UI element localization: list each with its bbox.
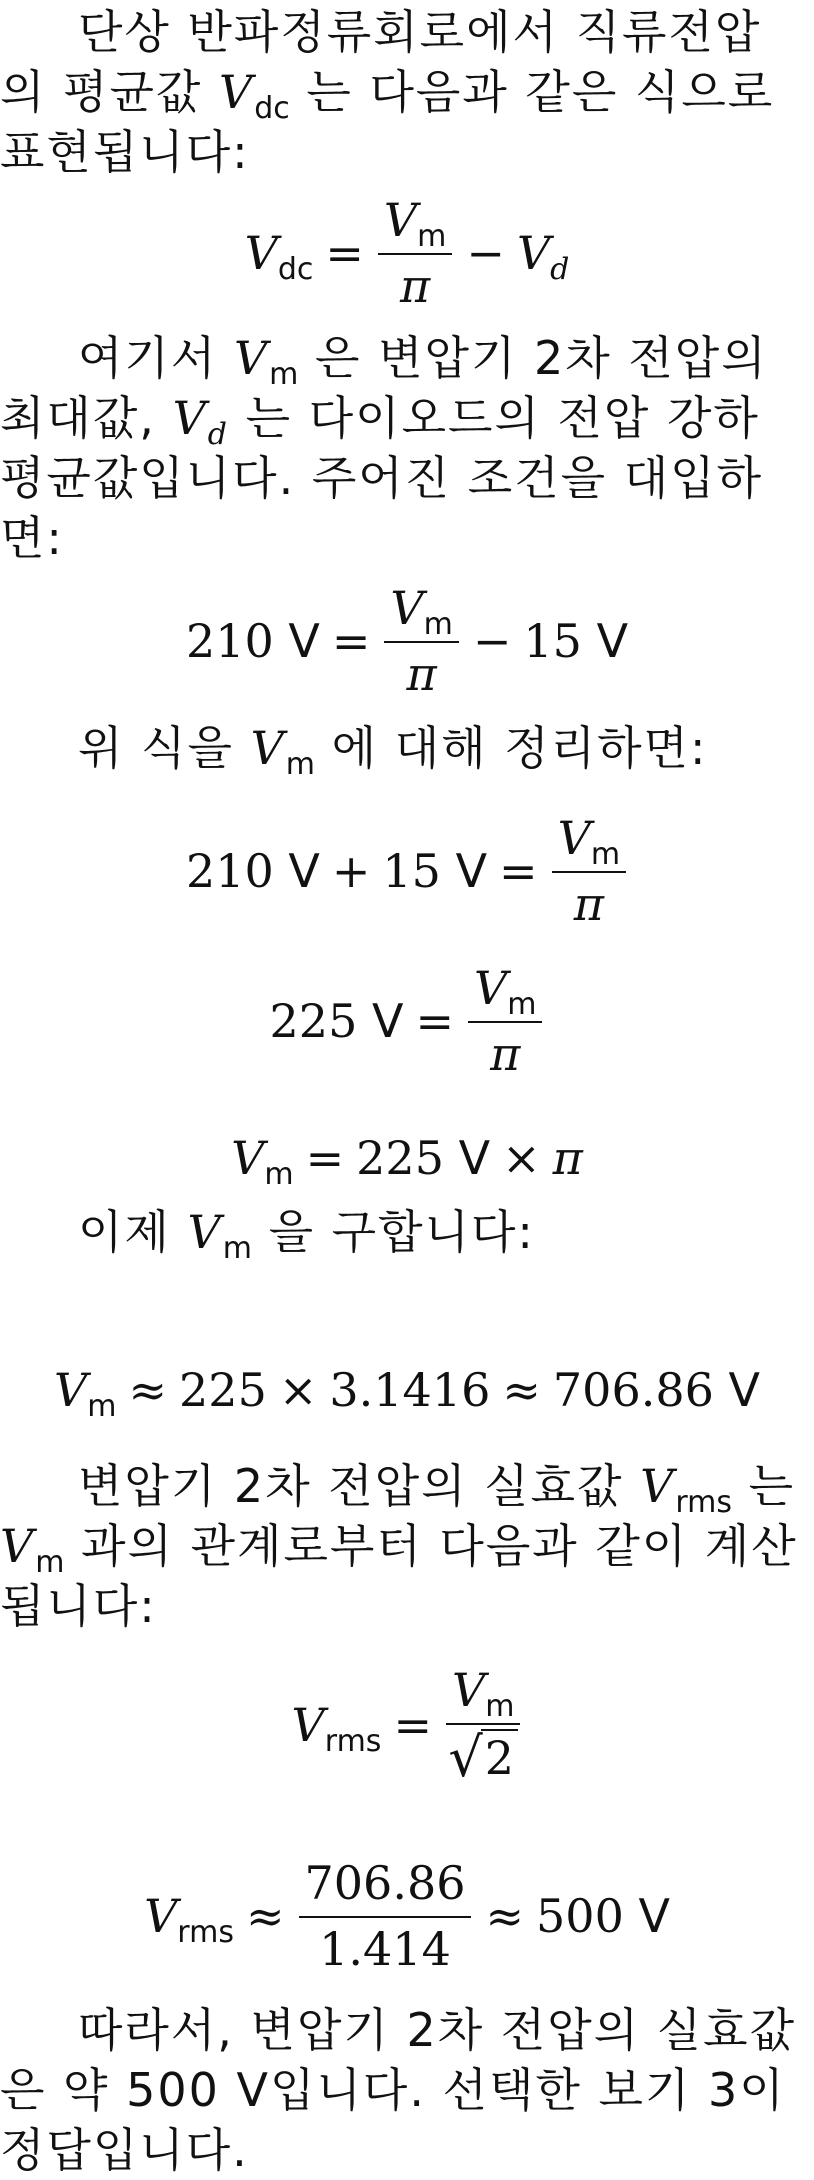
fraction: $V_m$ √ 2	[446, 1663, 520, 1787]
equation-vm-value: $V_m$ ≈ 225 × 3.1416 ≈ 706.86 V	[54, 1363, 760, 1424]
paragraph-definitions	[0, 328, 814, 568]
text-line: $V_m$ 과의 관계로부터 다음과 같이 계산	[0, 1519, 798, 1580]
equation-225: 225 V = $\frac{V_m}{\pi}$	[0, 966, 814, 1076]
fraction: $\frac{V_m}{\pi}$	[552, 811, 626, 931]
text-line: 평균값입니다. 주어진 조건을 대입하	[0, 451, 764, 505]
text-line: 됩니다:	[0, 1579, 157, 1633]
square-root: √ 2	[448, 1729, 518, 1785]
equation-sum: 210 V + 15 V = $\frac{V_m}{\pi}$	[0, 816, 814, 926]
subscript-dc: dc	[254, 91, 290, 126]
text-line: 변압기 2차 전압의 실효값 $V_{rms}$ 는	[78, 1459, 796, 1520]
paragraph-rearrange	[0, 718, 814, 782]
text-line: 이제 $V_m$ 을 구합니다:	[78, 1205, 535, 1266]
equation-substitution: 210 V = $\frac{V_m}{\pi}$ − 15 V	[185, 581, 629, 701]
text-line: 표현됩니다:	[0, 125, 250, 179]
text-line: 최대값, $V_d$ 는 다이오드의 전압 강하	[0, 391, 760, 452]
text-line: 위 식을 $V_m$ 에 대해 정리하면:	[78, 721, 708, 782]
equation-vrms-formula: $V_{rms}$ = $V_m$ √ 2	[0, 1660, 814, 1790]
text-line: 면:	[0, 511, 64, 565]
equation-vm-product: $V_m$ = 225 V × π	[231, 1131, 583, 1192]
text-line: 정답입니다.	[0, 2123, 249, 2177]
fraction: $\frac{V_m}{\pi}$	[384, 581, 458, 701]
paragraph-rms	[0, 1456, 814, 1636]
symbol-V: V	[219, 65, 255, 119]
equation-vdc: $V_{dc}$ = $\frac{V_m}{\pi}$ − $V_d$	[244, 193, 570, 313]
text-line: 여기서 $V_m$ 은 변압기 2차 전압의	[78, 331, 768, 392]
text-line: 단상 반파정류회로에서 직류전압	[78, 5, 762, 59]
text-line: 의 평균값 $V_{dc}$ 는 다음과 같은 식으로	[0, 65, 775, 126]
equation-vrms-value: $V_{rms}$ ≈ $\frac{706.86}{1.414}$ ≈ 500 V	[144, 1856, 670, 1976]
text-line: 은 약 500 V입니다. 선택한 보기 3이	[0, 2063, 786, 2117]
fraction: $\frac{V_m}{\pi}$	[468, 961, 542, 1081]
paragraph-conclusion	[0, 2000, 814, 2180]
paragraph-compute	[0, 1202, 814, 1266]
paragraph-intro	[0, 2, 814, 182]
text-line: 따라서, 변압기 2차 전압의 실효값	[78, 2003, 797, 2057]
fraction: $\frac{V_m}{\pi}$	[378, 193, 452, 313]
fraction: $\frac{706.86}{1.414}$	[299, 1856, 472, 1976]
